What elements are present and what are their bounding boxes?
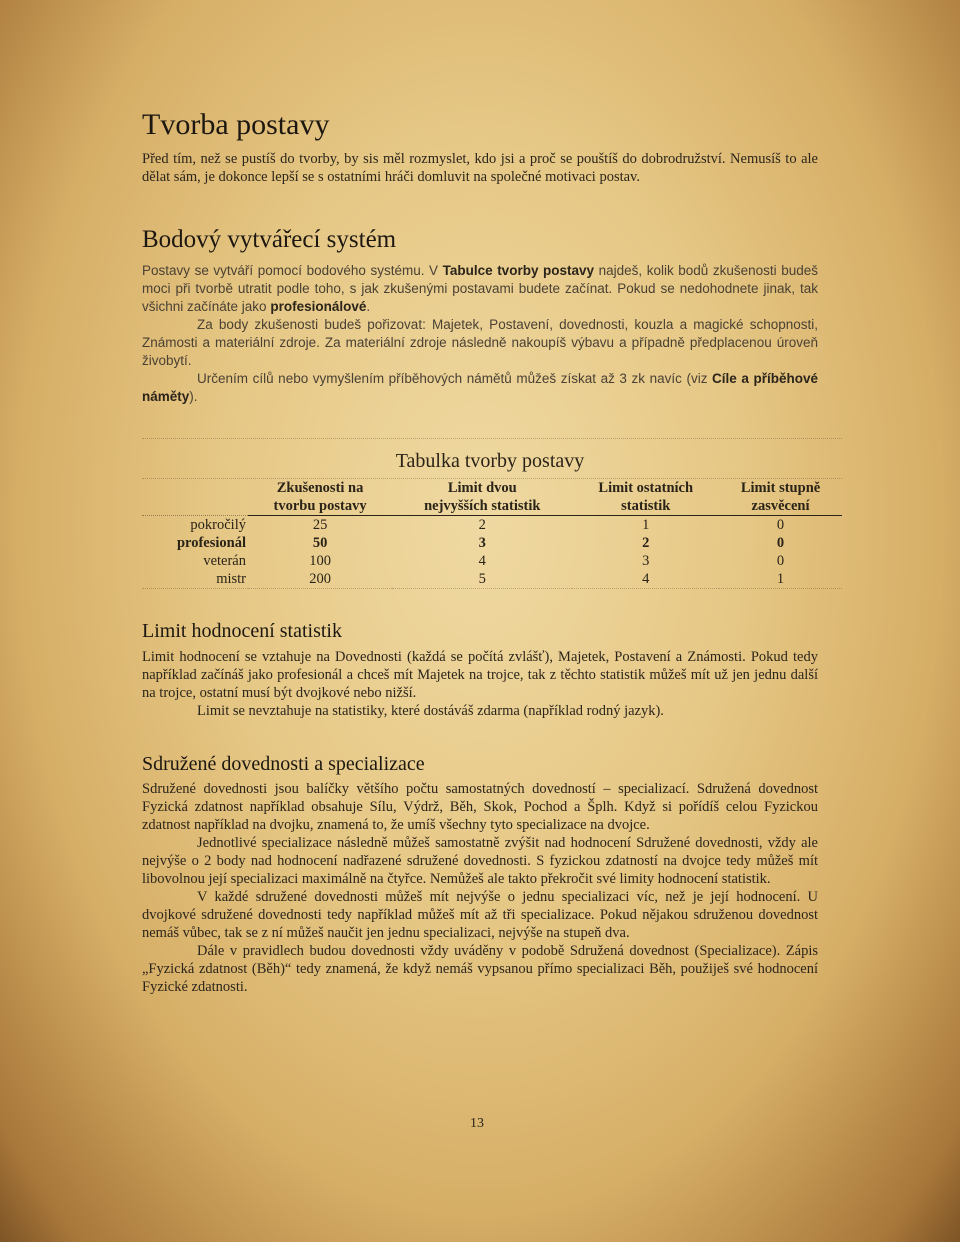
stat-limit-paragraph-2: Limit se nevztahuje na statistiky, které dostáváš zdarma (například rodný jazyk). xyxy=(197,703,664,719)
table-cell: 200 xyxy=(248,570,392,589)
combined-skills-paragraph-1: Sdružené dovednosti jsou balíčky většího počtu samostatných dovedností – specializací. Sdružená dovednost Fyzická zdatnost například obsahuje Sílu, Výdrž, Běh, Skok, Pochod a Šplh. Když si pořídíš celou Fyzickou zdatnost například na dvojku, znamená to, že umíš všechny tyto specializace na dvojce. xyxy=(142,781,818,833)
table-cell: 5 xyxy=(392,570,572,589)
intro-paragraph: Před tím, než se pustíš do tvorby, by sis měl rozmyslet, kdo jsi a proč se pouštíš do dobrodružství. Nemusíš to ale dělat sám, je dokonce lepší se s ostatními hráči domluvit na společné motivaci postav. xyxy=(142,151,818,185)
professionals-term: profesionálové xyxy=(270,299,367,314)
combined-skills-paragraph-4: Dále v pravidlech budou dovednosti vždy uváděny v podobě Sdružená dovednost (Specializace). Zápis „Fyzická zdatnost (Běh)“ tedy znamená, že když nemáš vypsanou přímo specializaci Běh, použiješ své hodnocení Fyzické zdatnosti. xyxy=(142,943,818,995)
row-label: pokročilý xyxy=(190,517,246,533)
table-row xyxy=(142,552,842,570)
point-system-paragraph-2: Za body zkušenosti budeš pořizovat: Majetek, Postavení, dovednosti, kouzla a magické schopnosti, Známosti a materiální zdroje. Za materiální zdroje následně nakoupíš výbavu a případně předplacenou úroveň živobytí. xyxy=(142,317,818,368)
table-row xyxy=(142,534,842,552)
section-heading-stat-limit: Limit hodnocení statistik xyxy=(142,620,342,642)
combined-skills-paragraph-3: V každé sdružené dovednosti můžeš mít nejvýše o jednu specializaci víc, než je její hodnocení. U dvojkové sdružené dovednosti tedy například můžeš mít až tři specializace. Pokud nějakou sdruženou dovednost nemáš vůbec, tak se z ní můžeš naučit jen jednu specializaci, nejvýše na stupeň dva. xyxy=(142,889,818,941)
point-system-paragraph-1: Postavy se vytváří pomocí bodového systému. V Tabulce tvorby postavy najdeš, kolik bodů zkušenosti budeš moci při tvorbě utratit podle toho, s jak zkušenými postavami budete začínat. Pokud se nedohodnete jinak, tak všichni začínáte jako profesionálové. xyxy=(142,263,819,314)
table-cell: 2 xyxy=(478,517,486,533)
table-cell: 50 xyxy=(312,535,328,551)
table-cell: 3 xyxy=(478,535,486,551)
col-header-top-two-limit: Limit dvou nejvyšších statistik xyxy=(392,478,572,516)
goals-reference: Cíle a příběhové náměty xyxy=(142,371,818,404)
point-system-block xyxy=(142,262,818,406)
table-cell: 4 xyxy=(572,570,719,589)
table-title: Tabulka tvorby postavy xyxy=(395,450,585,472)
table-reference: Tabulce tvorby postavy xyxy=(442,263,595,278)
table-row xyxy=(142,570,842,589)
table-row xyxy=(142,516,842,535)
col-header-other-limit: Limit ostatních statistik xyxy=(572,478,719,516)
table-cell: 4 xyxy=(478,553,486,569)
combined-skills-paragraph-2: Jednotlivé specializace následně můžeš samostatně zvýšit nad hodnocení Sdružené dovednosti, vždy ale nejvýše o 2 body nad hodnocení nadřazené sdružené dovednosti. S fyzickou zdatností na dvojce tedy můžeš mít libovolnou její specializaci maximálně na čtyřce. Nemůžeš ale takto překročit své limity hodnocení statistik. xyxy=(142,835,818,887)
stat-limit-block xyxy=(142,648,818,720)
table-cell: 2 xyxy=(642,535,650,551)
section-heading-combined-skills: Sdružené dovednosti a specializace xyxy=(142,753,425,775)
table-cell: 1 xyxy=(642,517,650,533)
table-cell: 0 xyxy=(776,535,785,551)
table-corner-cell xyxy=(142,478,248,516)
table-cell: 100 xyxy=(309,553,331,569)
table-top-rule xyxy=(142,438,842,439)
intro-block xyxy=(142,150,818,186)
combined-skills-block xyxy=(142,780,818,996)
character-creation-table xyxy=(142,478,842,589)
table-cell: 0 xyxy=(776,553,785,569)
table-cell: 25 xyxy=(312,517,328,533)
stat-limit-paragraph-1: Limit hodnocení se vztahuje na Dovednosti (každá se počítá zvlášť), Majetek, Postavení a Známosti. Pokud tedy například začínáš jako profesionál a chceš mít Majetek na trojce, tak z těchto statistik můžeš mít už jen jednu další na trojce, ostatní musí být dvojkové nebo nižší. xyxy=(142,649,818,701)
point-system-paragraph-3: Určením cílů nebo vymyšlením příběhových námětů můžeš získat až 3 zk navíc (viz Cíle a příběhové náměty). xyxy=(142,371,818,404)
row-label: veterán xyxy=(203,553,246,569)
section-heading-point-system: Bodový vytvářecí systém xyxy=(142,226,397,253)
table-cell: 1 xyxy=(719,570,842,589)
table-header-row xyxy=(142,478,842,516)
page-number: 13 xyxy=(470,1116,484,1131)
table-cell: 0 xyxy=(776,517,785,533)
page-title: Tvorba postavy xyxy=(142,108,330,141)
row-label: profesionál xyxy=(176,535,246,551)
col-header-initiation-limit: Limit stupně zasvěcení xyxy=(719,478,842,516)
col-header-experience: Zkušenosti na tvorbu postavy xyxy=(248,478,392,516)
row-label: mistr xyxy=(142,570,248,589)
table-cell: 3 xyxy=(642,553,650,569)
